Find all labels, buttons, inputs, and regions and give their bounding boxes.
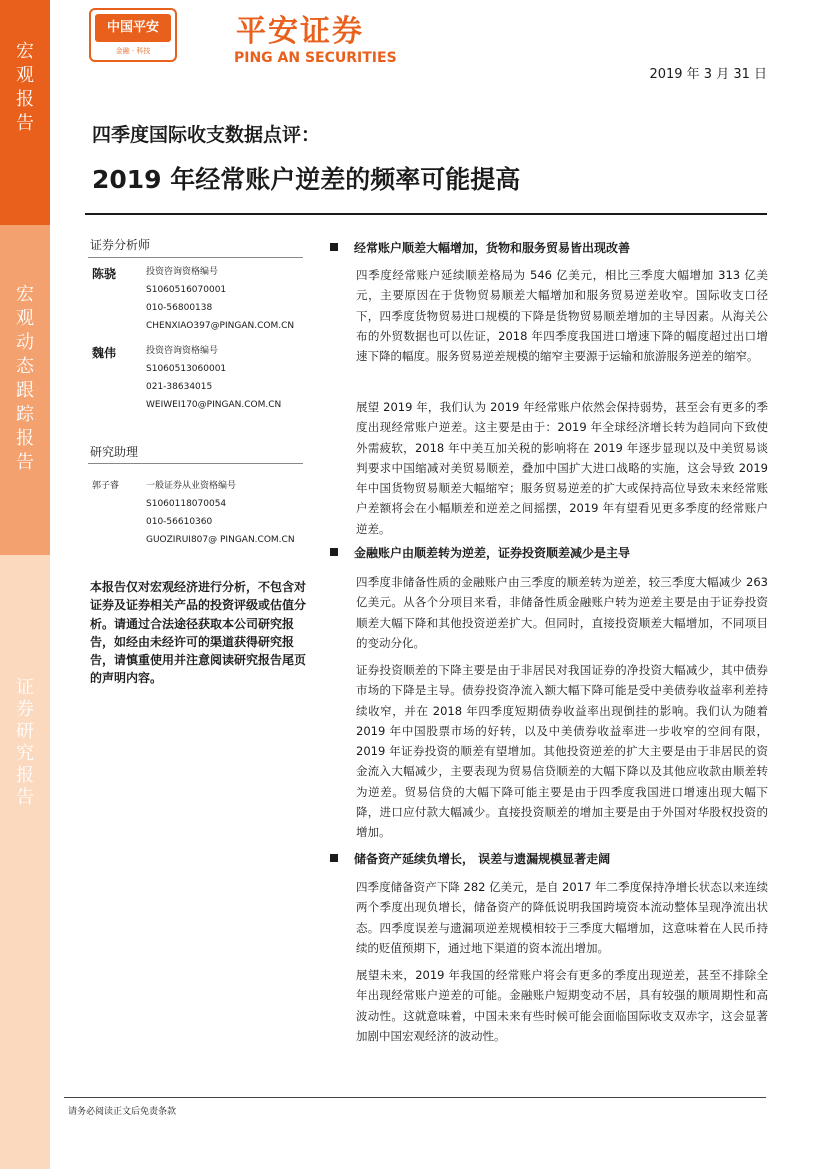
report-title-line2: 2019 年经常账户逆差的频率可能提高 bbox=[92, 165, 521, 194]
logo-sub-text: 金融 · 科技 bbox=[115, 47, 151, 55]
bullet-square-icon bbox=[330, 243, 338, 251]
side-tab-securities-research: 证 券 研 究 报 告 bbox=[0, 555, 50, 1169]
logo-main-text: 中国平安 bbox=[95, 14, 171, 42]
section-paragraph: 展望未来，2019 年我国的经常账户将会有更多的季度出现逆差，甚至不排除全年出现经常账户逆差的可能。金融账户短期变动不居，具有较强的顺周期性和高波动性。这就意味着，中国未来有些时候可能会面临国际收支双赤字，这会显著加剧中国宏观经济的波动性。 bbox=[356, 968, 768, 1043]
footer-divider bbox=[64, 1097, 766, 1098]
analyst-info: 投资咨询资格编号 S1060516070001 010-56800138 CHENXIAO397@PINGAN.COM.CN bbox=[146, 263, 294, 335]
disclaimer-text: 本报告仅对宏观经济进行分析，不包含对证券及证券相关产品的投资评级或估值分析。请通过合法途径获取本公司研究报告，如经由未经许可的渠道获得研究报告，请慎重使用并注意阅读研究报告尾页的声明内容。 bbox=[90, 580, 307, 686]
section-paragraph: 展望 2019 年，我们认为 2019 年经常账户依然会保持弱势，甚至会有更多的季度出现经常账户逆差。这主要是由于：2019 年全球经济增长转为趋同向下致使外需疲软，2018 年中美互加关税的影响将在 2019 年逐步显现以及中美贸易谈判要求中国缩减对美贸易顺差，叠加中国扩大进口战略的实施，这会导致 2019 年中国货物贸易顺差大幅缩窄；服务贸易逆差的扩大或保持高位导致未来经常账户差额将会在小幅顺差和逆差之间摇摆，2019 年有望看见更多季度的经常账户逆差。 bbox=[356, 400, 768, 536]
section-paragraph: 四季度非储备性质的金融账户由三季度的顺差转为逆差，较三季度大幅减少 263 亿美元。从各个分项目来看，非储备性质金融账户转为逆差主要是由于证券投资顺差大幅下降和其他投资逆差扩大。但同时，直接投资顺差大幅增加，不同项目的变动分化。 bbox=[356, 575, 768, 650]
section-paragraph: 四季度储备资产下降 282 亿美元，是自 2017 年二季度保持净增长状态以来连续两个季度出现负增长，储备资产的降低说明我国跨境资本流动整体呈现净流出状态。四季度误差与遗漏项逆差规模相较于三季度大幅增加，这意味着在人民币持续的贬值预期下，通过地下渠道的资本流出增加。 bbox=[356, 880, 768, 955]
analyst-email[interactable]: WEIWEI170@PINGAN.COM.CN bbox=[146, 400, 282, 410]
footer-note: 请务必阅读正文后免责条款 bbox=[68, 1107, 177, 1117]
section-heading: 金融账户由顺差转为逆差，证券投资顺差减少是主导 bbox=[330, 544, 630, 561]
assistant-name: 郭子睿 bbox=[92, 481, 120, 491]
assistant-heading: 研究助理 bbox=[90, 445, 139, 459]
ping-an-logo bbox=[89, 8, 177, 62]
analysts-heading: 证券分析师 bbox=[90, 238, 151, 252]
brand-name-cn: 平安证券 bbox=[236, 14, 364, 49]
brand-name-en: PING AN SECURITIES bbox=[234, 50, 397, 66]
report-date: 2019 年 3 月 31 日 bbox=[649, 67, 767, 82]
assistant-email[interactable]: GUOZIRUI807@ PINGAN.COM.CN bbox=[146, 535, 295, 545]
analyst-name: 魏伟 bbox=[92, 346, 117, 360]
section-heading: 经常账户顺差大幅增加，货物和服务贸易皆出现改善 bbox=[330, 239, 630, 256]
assistant-info: 郭子睿 一般证券从业资格编号 S1060118070054 010-56610360 GUOZIRUI807@ PINGAN.COM.CN bbox=[92, 477, 295, 549]
analyst-email[interactable]: CHENXIAO397@PINGAN.COM.CN bbox=[146, 321, 295, 331]
section-heading: 储备资产延续负增长， 误差与遗漏规模显著走阔 bbox=[330, 850, 610, 867]
analyst-info: 投资咨询资格编号 S1060513060001 021-38634015 WEIWEI170@PINGAN.COM.CN bbox=[146, 342, 281, 414]
section-paragraph: 证券投资顺差的下降主要是由于非居民对我国证券的净投资大幅减少，其中债券市场的下降是主导。债券投资净流入额大幅下降可能是受中美债券收益率利差持续收窄，并在 2018 年四季度短期债券收益率出现倒挂的影响。我们认为随着 2019 年中国股票市场的好转，以及中美债券收益率进一步收窄的空间有限，2019 年证券投资的顺差有望增加。其他投资逆差的扩大主要是由于非居民的资金流入大幅减少，主要表现为贸易信贷顺差的大幅下降以及其他应收款由顺差转为逆差。贸易信贷的大幅下降可能主要是由于四季度我国进口增速出现大幅下降，进口应付款大幅减少。直接投资顺差的增加主要是由于外国对华股权投资的增加。 bbox=[356, 663, 768, 840]
report-title-line1: 四季度国际收支数据点评： bbox=[92, 124, 321, 146]
section-paragraph: 四季度经常账户延续顺差格局为 546 亿美元，相比三季度大幅增加 313 亿美元，主要原因在于货物贸易顺差大幅增加和服务贸易逆差收窄。国际收支口径下，四季度货物贸易进口规模的下降是货物贸易顺差增加的主导因素。从海关公布的外贸数据也可以佐证，2018 年四季度我国进口增速下降的幅度超过出口增速下降的幅度。服务贸易逆差规模的缩窄主要源于运输和旅游服务逆差的缩窄。 bbox=[356, 268, 768, 364]
title-divider bbox=[85, 213, 767, 215]
bullet-square-icon bbox=[330, 854, 338, 862]
side-tab-macro-tracking: 宏 观 动 态 跟 踪 报 告 bbox=[0, 225, 50, 555]
analysts-divider bbox=[88, 257, 303, 258]
side-tab-macro-report: 宏 观 报 告 bbox=[0, 0, 50, 225]
analyst-name: 陈骁 bbox=[92, 267, 117, 281]
assistant-divider bbox=[88, 463, 303, 464]
bullet-square-icon bbox=[330, 548, 338, 556]
